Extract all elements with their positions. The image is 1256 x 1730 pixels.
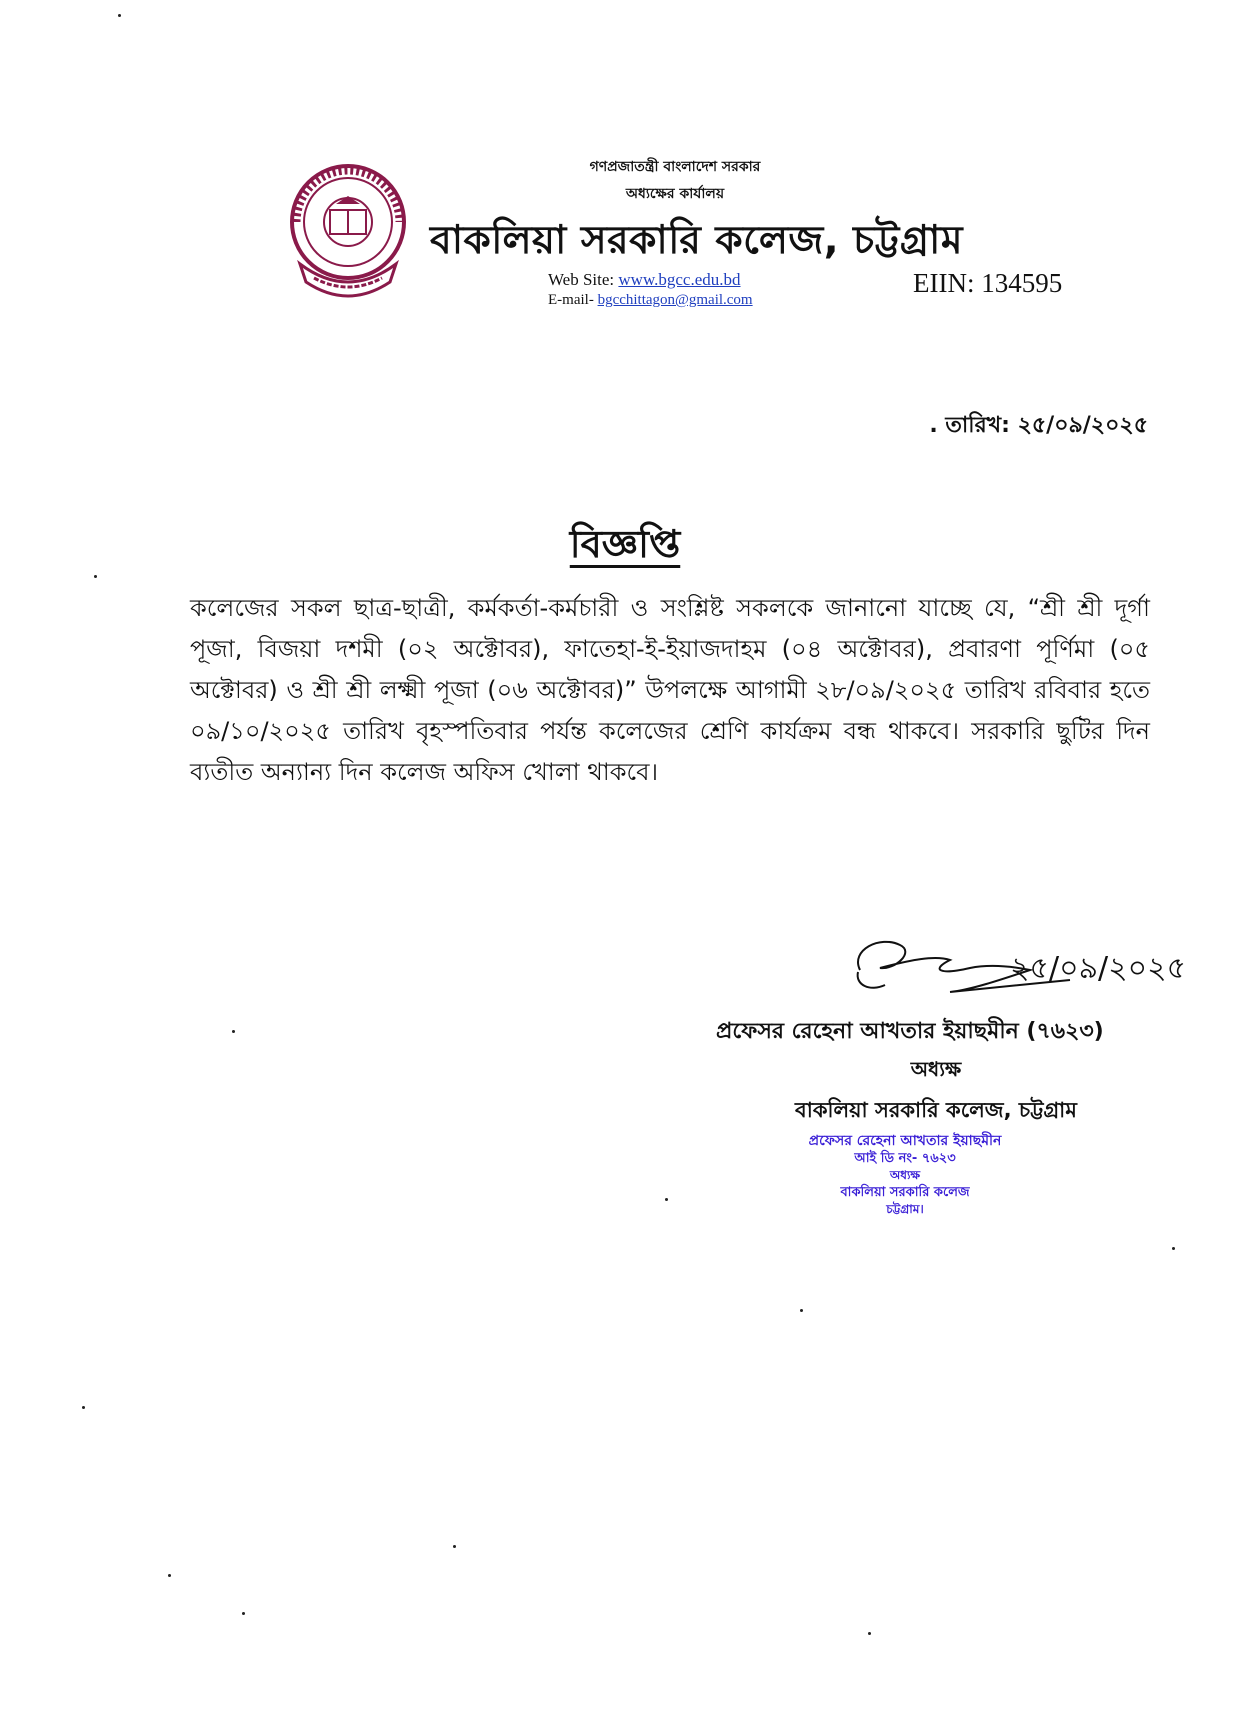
college-name-heading: বাকলিয়া সরকারি কলেজ, চট্টগ্রাম (430, 218, 963, 263)
notice-date: . তারিখ: ২৫/০৯/২০২৫ (929, 413, 1148, 438)
stamp-line-3: অধ্যক্ষ (889, 1168, 921, 1182)
scan-speck (665, 1198, 668, 1201)
scan-speck (453, 1545, 456, 1548)
scan-speck (82, 1406, 85, 1409)
stamp-line-4: বাকলিয়া সরকারি কলেজ (840, 1185, 970, 1200)
office-line: অধ্যক্ষের কার্যালয় (625, 186, 725, 202)
website-line (548, 270, 741, 290)
government-line: গণপ্রজাতন্ত্রী বাংলাদেশ সরকার (589, 159, 761, 175)
scan-speck (168, 1574, 171, 1577)
signature-date: ২৫/০৯/২০২৫ (1010, 951, 1187, 986)
scan-speck (242, 1612, 245, 1615)
stamp-line-1: প্রফেসর রেহেনা আখতার ইয়াছমীন (808, 1133, 1002, 1149)
notice-title: বিজ্ঞপ্তি (569, 522, 681, 566)
stamp-line-5: চট্টগ্রাম। (886, 1202, 924, 1216)
stamp-line-2: আই ডি নং- ৭৬২৩ (854, 1151, 956, 1166)
college-logo-seal (282, 160, 414, 310)
website-link[interactable]: www.bgcc.edu.bd (618, 270, 741, 289)
handwritten-signature (840, 930, 1200, 1010)
signatory-college: বাকলিয়া সরকারি কলেজ, চট্টগ্রাম (795, 1098, 1077, 1122)
scan-speck (1172, 1247, 1175, 1250)
signatory-name: প্রফেসর রেহেনা আখতার ইয়াছমীন (৭৬২৩) (716, 1019, 1104, 1044)
eiin-number: EIIN: 134595 (913, 268, 1063, 298)
email-link[interactable]: bgcchittagon@gmail.com (597, 292, 753, 308)
signatory-designation: অধ্যক্ষ (910, 1057, 962, 1081)
scan-speck (94, 575, 97, 578)
website-label: Web Site: (548, 270, 615, 289)
email-label: E-mail- (548, 292, 594, 308)
scan-speck (232, 1030, 235, 1033)
scan-speck (118, 14, 121, 17)
notice-body: কলেজের সকল ছাত্র-ছাত্রী, কর্মকর্তা-কর্মচারী ও সংশ্লিষ্ট সকলকে জানানো যাচ্ছে যে, “শ্রী শ্রী দূর্গা পূজা, বিজয়া দশমী (০২ অক্টোবর), ফাতেহা-ই-ইয়াজদাহম (০৪ অক্টোবর), প্রবারণা পূর্ণিমা (০৫ অক্টোবর) ও শ্রী শ্রী লক্ষ্মী পূজা (০৬ অক্টোবর)” উপলক্ষে আগামী ২৮/০৯/২০২৫ তারিখ রবিবার হতে ০৯/১০/২০২৫ তারিখ বৃহস্পতিবার পর্যন্ত কলেজের শ্রেণি কার্যক্রম বন্ধ থাকবে। সরকারি ছুটির দিন ব্যতীত অন্যান্য দিন কলেজ অফিস খোলা থাকবে। (190, 594, 1150, 786)
scan-speck (800, 1309, 803, 1312)
scan-speck (868, 1632, 871, 1635)
email-line (548, 292, 753, 309)
official-stamp (740, 1133, 1070, 1218)
